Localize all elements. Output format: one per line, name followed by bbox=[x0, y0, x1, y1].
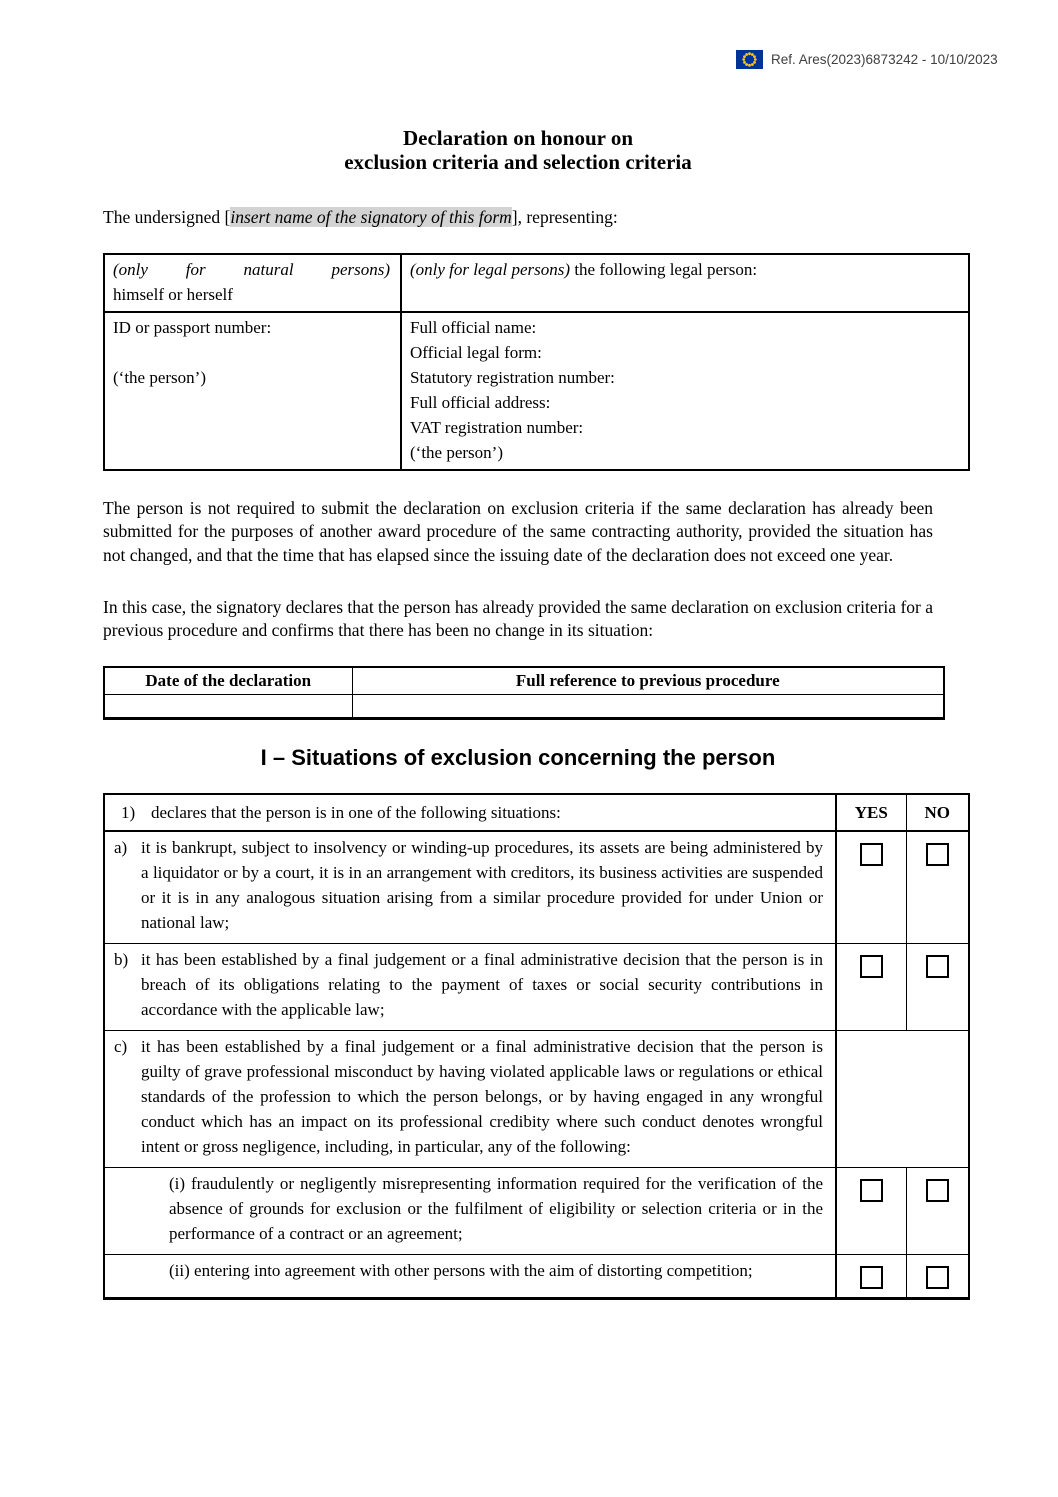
exclusion-row bbox=[104, 1255, 969, 1299]
criterion-text: it is bankrupt, subject to insolvency or winding-up procedures, its assets are being administered by a liquidator or by a court, it is in an arrangement with creditors, its business activities are suspended or it is in any analogous situation arising from a similar procedure provided for under Union or national law; bbox=[141, 838, 823, 933]
no-column-header: NO bbox=[906, 794, 969, 831]
ares-reference-text: Ref. Ares(2023)6873242 - 10/10/2023 bbox=[771, 52, 998, 67]
natural-person-fields-cell[interactable] bbox=[104, 312, 401, 470]
statutory-registration-number-label: Statutory registration number: bbox=[410, 368, 615, 387]
criterion-text: (i) fraudulently or negligently misrepresenting information required for the verification of the absence of grounds for exclusion or the fulfilment of eligibility or selection criteria or in the performance of a contract or an agreement; bbox=[169, 1174, 823, 1244]
blank-line bbox=[113, 340, 390, 365]
intro-suffix: ], representing: bbox=[511, 207, 618, 227]
date-of-declaration-input-cell[interactable] bbox=[104, 695, 352, 719]
no-cell bbox=[906, 1168, 969, 1255]
previous-declaration-table bbox=[103, 666, 945, 720]
criterion-text-cell bbox=[104, 1031, 836, 1168]
criterion-text-cell bbox=[104, 1168, 836, 1255]
no-checkbox[interactable] bbox=[926, 1179, 949, 1202]
exclusion-row bbox=[104, 1031, 969, 1168]
legal-person-fields-cell[interactable] bbox=[401, 312, 969, 470]
intro-line bbox=[103, 206, 933, 229]
full-reference-header: Full reference to previous procedure bbox=[352, 667, 944, 695]
no-cell bbox=[906, 944, 969, 1031]
criterion-text-cell bbox=[104, 831, 836, 944]
paragraph-declares-provided: In this case, the signatory declares that the person has already provided the same declaration on exclusion criteria for a previous procedure and confirms that there has been no change in its situation: bbox=[103, 596, 933, 641]
table-row bbox=[104, 312, 969, 470]
criterion-text: it has been established by a final judgement or a final administrative decision that the person is in breach of its obligations relating to the payment of taxes or social security contributions in accordance with the applicable law; bbox=[141, 950, 823, 1020]
criterion-label: b) bbox=[114, 950, 129, 970]
table-row bbox=[104, 695, 944, 719]
page-title-line1: Declaration on honour on bbox=[402, 126, 634, 150]
vat-registration-number-label: VAT registration number: bbox=[410, 418, 584, 437]
yes-cell bbox=[836, 1255, 906, 1299]
yes-cell bbox=[836, 831, 906, 944]
statement-text: declares that the person is in one of the following situations: bbox=[151, 803, 561, 823]
yes-checkbox[interactable] bbox=[860, 1266, 883, 1289]
exclusion-row bbox=[104, 944, 969, 1031]
full-official-address-label: Full official address: bbox=[410, 393, 551, 412]
legal-person-header-cell bbox=[401, 254, 969, 312]
the-person-label-right: (‘the person’) bbox=[410, 443, 503, 462]
criterion-text-cell bbox=[104, 944, 836, 1031]
section1-heading: I – Situations of exclusion concerning the person bbox=[260, 745, 776, 771]
full-official-name-label: Full official name: bbox=[410, 318, 537, 337]
paragraph-not-required: The person is not required to submit the declaration on exclusion criteria if the same declaration has already been submitted for the purposes of another award procedure of the same contracting authority, provided the situation has not changed, and that the time that has elapsed since the issuing date of the declaration does not exceed one year. bbox=[103, 498, 933, 565]
page-title bbox=[103, 126, 933, 174]
natural-person-sublabel: himself or herself bbox=[113, 285, 233, 304]
no-checkbox[interactable] bbox=[926, 843, 949, 866]
yes-checkbox[interactable] bbox=[860, 955, 883, 978]
criterion-text: it has been established by a final judgement or a final administrative decision that the person is guilty of grave professional misconduct by having violated applicable laws or regulations or ethical standards of the profession to which the person belongs, or by having engaged in any wrongful conduct which has an impact on its professional credibity where such conduct denotes wrongful intent or gross negligence, including, in particular, any of the following: bbox=[141, 1037, 823, 1157]
id-passport-label: ID or passport number: bbox=[113, 318, 272, 337]
yes-checkbox[interactable] bbox=[860, 1179, 883, 1202]
exclusion-row bbox=[104, 831, 969, 944]
yes-cell bbox=[836, 1168, 906, 1255]
exclusion-row bbox=[104, 1168, 969, 1255]
no-cell bbox=[906, 1255, 969, 1299]
signatory-name-placeholder[interactable]: insert name of the signatory of this form bbox=[230, 207, 512, 227]
legal-person-sublabel: the following legal person: bbox=[570, 260, 758, 279]
legal-person-label: (only for legal persons) bbox=[410, 260, 571, 279]
natural-person-label: (only for natural persons) bbox=[113, 260, 390, 279]
table-header-row bbox=[104, 667, 944, 695]
criterion-label: c) bbox=[114, 1037, 128, 1057]
exclusion-table-header-row bbox=[104, 794, 969, 831]
criterion-text-cell bbox=[104, 1255, 836, 1299]
exclusion-criteria-table bbox=[103, 793, 970, 1300]
no-cell bbox=[906, 831, 969, 944]
empty-yesno-cell bbox=[836, 1031, 969, 1168]
person-identification-table bbox=[103, 253, 970, 471]
date-of-declaration-header: Date of the declaration bbox=[104, 667, 352, 695]
the-person-label-left: (‘the person’) bbox=[113, 368, 206, 387]
no-checkbox[interactable] bbox=[926, 1266, 949, 1289]
yes-checkbox[interactable] bbox=[860, 843, 883, 866]
yes-column-header: YES bbox=[836, 794, 906, 831]
yes-cell bbox=[836, 944, 906, 1031]
table-row bbox=[104, 254, 969, 312]
criterion-label: a) bbox=[114, 838, 128, 858]
declaration-statement-cell bbox=[104, 794, 836, 831]
criterion-text: (ii) entering into agreement with other persons with the aim of distorting competition; bbox=[169, 1261, 753, 1281]
intro-prefix: The undersigned [ bbox=[103, 207, 231, 227]
official-legal-form-label: Official legal form: bbox=[410, 343, 542, 362]
full-reference-input-cell[interactable] bbox=[352, 695, 944, 719]
statement-number-label: 1) bbox=[121, 803, 136, 823]
page-title-line2: exclusion criteria and selection criteria bbox=[344, 150, 692, 174]
natural-person-header-cell bbox=[104, 254, 401, 312]
no-checkbox[interactable] bbox=[926, 955, 949, 978]
